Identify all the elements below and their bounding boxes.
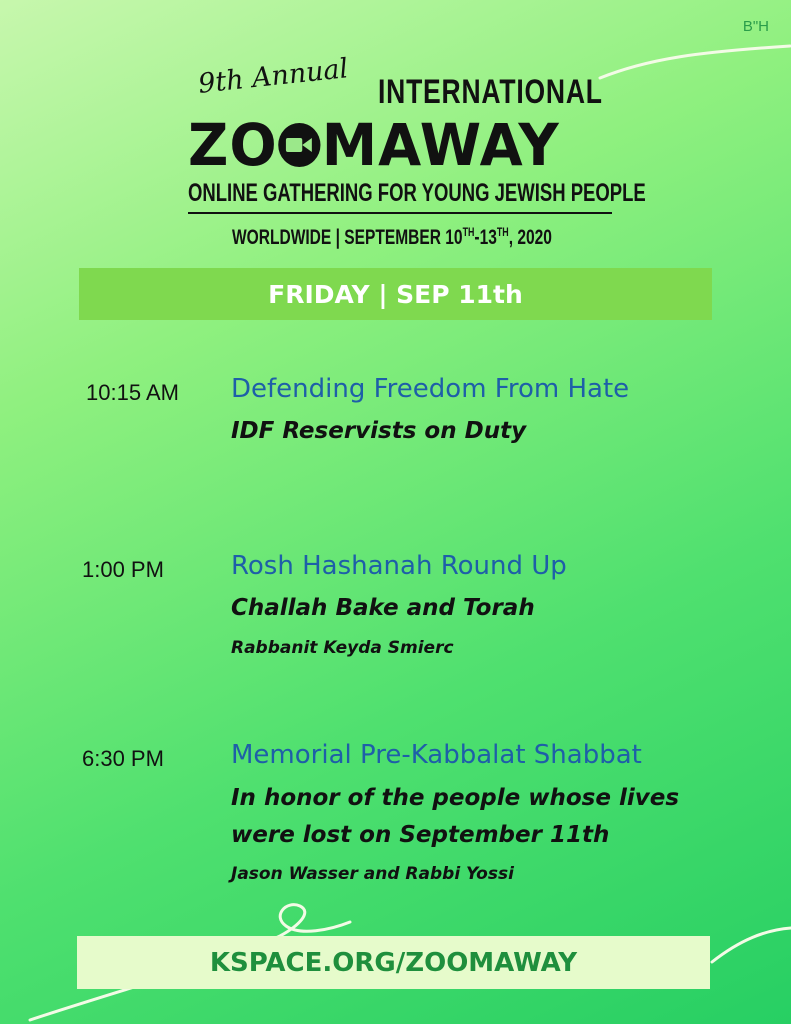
event-title: Memorial Pre-Kabbalat Shabbat: [231, 740, 642, 770]
dates-prefix: WORLDWIDE | SEPTEMBER 10: [232, 226, 463, 249]
dates-mid: -13: [474, 226, 497, 249]
day-banner: FRIDAY | SEP 11th: [79, 268, 712, 320]
event-name-part-2: MAWAY: [321, 111, 560, 179]
event-name-part-1: ZO: [188, 111, 278, 179]
dates-sup-2: TH: [496, 225, 509, 239]
event-dates: [232, 225, 552, 250]
international-label: INTERNATIONAL: [378, 73, 603, 111]
event-time: 10:15 AM: [86, 380, 179, 405]
divider: [188, 212, 612, 214]
event-title: Rosh Hashanah Round Up: [231, 551, 567, 581]
event-name: [188, 111, 560, 179]
event-subtitle: Challah Bake and Torah: [231, 595, 535, 621]
video-camera-icon: [279, 123, 321, 167]
website-link[interactable]: KSPACE.ORG/ZOOMAWAY: [77, 936, 710, 989]
dates-suffix: , 2020: [508, 226, 552, 249]
event-subtitle: IDF Reservists on Duty: [231, 418, 527, 444]
annual-label: 9th Annual: [196, 53, 350, 100]
event-subtitle-line-2: were lost on September 11th: [231, 822, 610, 848]
corner-mark: B"H: [742, 18, 769, 35]
event-presenter: Rabbanit Keyda Smierc: [231, 638, 454, 658]
event-time: 6:30 PM: [82, 746, 164, 771]
tagline: ONLINE GATHERING FOR YOUNG JEWISH PEOPLE: [188, 179, 646, 207]
event-title: Defending Freedom From Hate: [231, 374, 630, 404]
event-time: 1:00 PM: [82, 557, 164, 582]
event-presenter: Jason Wasser and Rabbi Yossi: [231, 864, 514, 884]
dates-sup-1: TH: [462, 225, 475, 239]
event-subtitle-line-1: In honor of the people whose lives: [231, 785, 680, 811]
